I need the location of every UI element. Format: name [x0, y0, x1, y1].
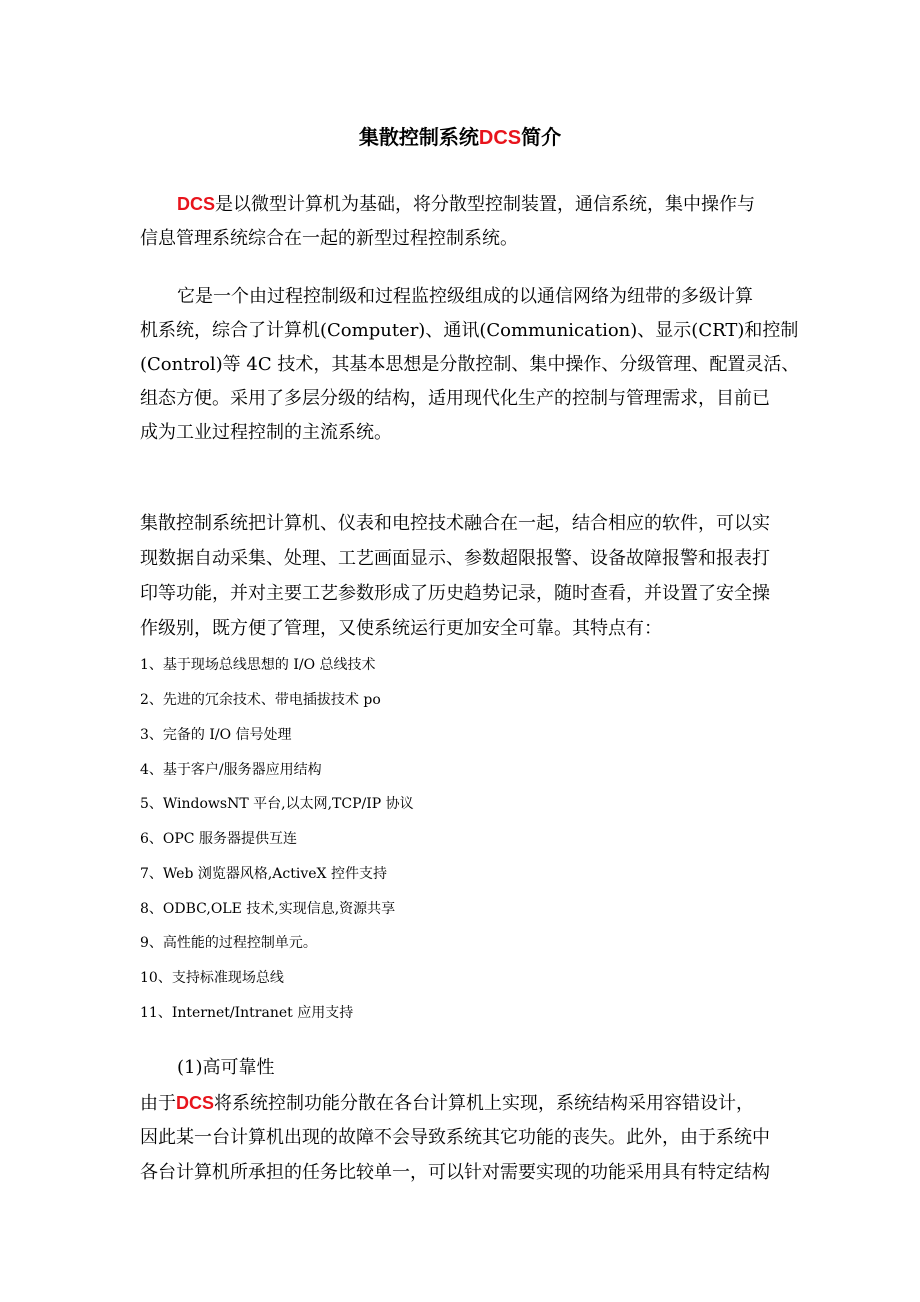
title-dcs-highlight: DCS — [478, 127, 522, 149]
paragraph2-line3: (Control)等 4C 技术，其基本思想是分散控制、集中操作、分级管理、配置灵活、 — [140, 354, 800, 375]
title-text-post: 简介 — [521, 125, 562, 149]
paragraph2-line1: 它是一个由过程控制级和过程监控级组成的以通信网络为纽带的多级计算 — [177, 286, 753, 307]
section1-line1-pre: 由于 — [140, 1093, 176, 1114]
feature-item-1: 1、基于现场总线思想的 I/O 总线技术 — [140, 657, 376, 673]
paragraph3-line3: 印等功能，并对主要工艺参数形成了历史趋势记录，随时查看，并设置了安全操 — [140, 583, 770, 604]
paragraph3-line1: 集散控制系统把计算机、仪表和电控技术融合在一起，结合相应的软件，可以实 — [140, 513, 770, 534]
feature-item-3: 3、完备的 I/O 信号处理 — [140, 727, 292, 743]
feature-item-7: 7、Web 浏览器风格,ActiveX 控件支持 — [140, 866, 387, 882]
feature-item-6: 6、OPC 服务器提供互连 — [140, 831, 297, 847]
feature-item-9: 9、高性能的过程控制单元。 — [140, 935, 317, 951]
section1-line1 — [140, 1086, 754, 1121]
paragraph1-line2: 信息管理系统综合在一起的新型过程控制系统。 — [140, 228, 518, 249]
section1-heading: (1)高可靠性 — [177, 1057, 275, 1078]
feature-item-5: 5、WindowsNT 平台,以太网,TCP/IP 协议 — [140, 796, 414, 812]
title-text-pre: 集散控制系统 — [358, 125, 479, 149]
feature-item-8: 8、ODBC,OLE 技术,实现信息,资源共享 — [140, 901, 396, 917]
section1-line1-text: 将系统控制功能分散在各台计算机上实现，系统结构采用容错设计， — [214, 1093, 755, 1114]
paragraph3-line4: 作级别，既方便了管理，又使系统运行更加安全可靠。其特点有： — [140, 618, 662, 639]
paragraph2-line2: 机系统，综合了计算机(Computer)、通讯(Communication)、显示(CRT)和控制 — [140, 320, 799, 341]
paragraph2-line4: 组态方便。采用了多层分级的结构，适用现代化生产的控制与管理需求，目前已 — [140, 388, 770, 409]
section1-line2: 因此某一台计算机出现的故障不会导致系统其它功能的丧失。此外，由于系统中 — [140, 1127, 770, 1148]
section1-line3: 各台计算机所承担的任务比较单一，可以针对需要实现的功能采用具有特定结构 — [140, 1162, 770, 1183]
dcs-highlight: DCS — [177, 194, 216, 214]
feature-item-11: 11、Internet/Intranet 应用支持 — [140, 1005, 354, 1021]
feature-item-10: 10、支持标准现场总线 — [140, 970, 284, 986]
paragraph2-line5: 成为工业过程控制的主流系统。 — [140, 422, 392, 443]
document-title — [0, 122, 920, 153]
dcs-highlight: DCS — [176, 1093, 215, 1113]
paragraph1-line1 — [177, 187, 755, 222]
paragraph1-line1-text: 是以微型计算机为基础，将分散型控制装置，通信系统，集中操作与 — [215, 194, 756, 215]
paragraph3-line2: 现数据自动采集、处理、工艺画面显示、参数超限报警、设备故障报警和报表打 — [140, 548, 770, 569]
feature-item-4: 4、基于客户/服务器应用结构 — [140, 762, 322, 778]
feature-item-2: 2、先进的冗余技术、带电插拔技术 po — [140, 692, 381, 708]
